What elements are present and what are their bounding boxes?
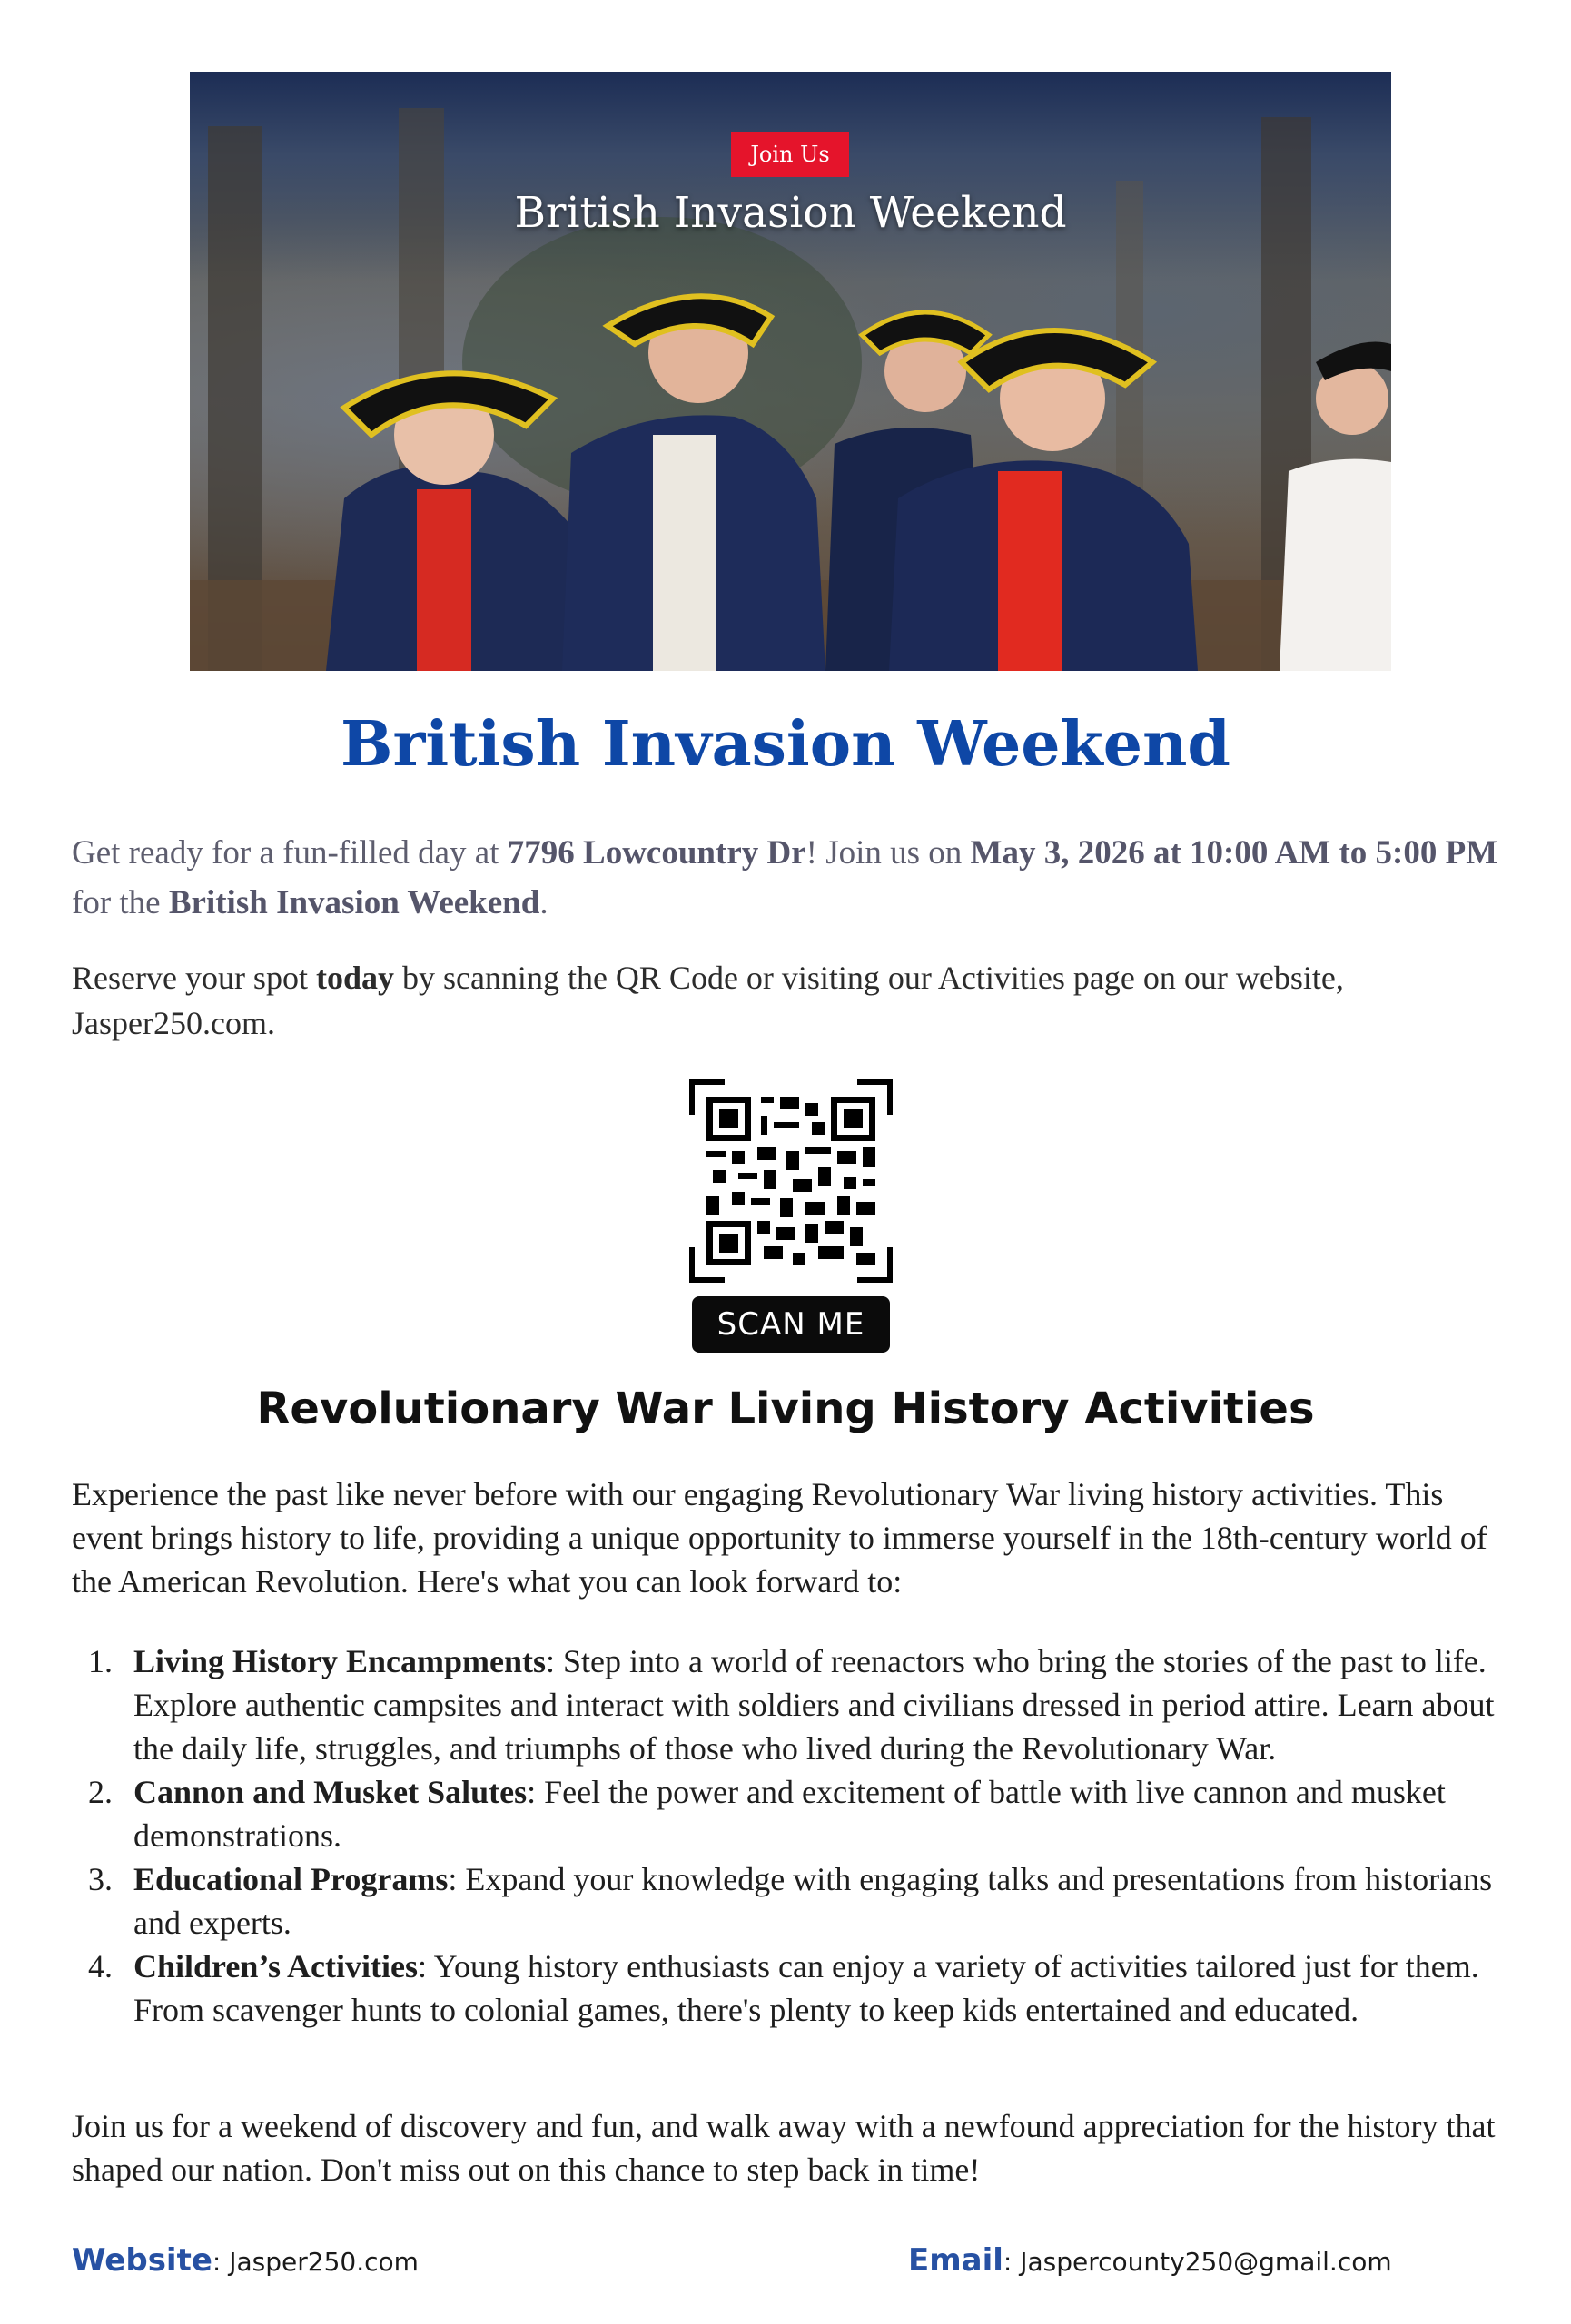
hero-banner — [190, 72, 1391, 671]
website-label: Website — [72, 2242, 212, 2279]
intro-text: ! Join us on — [805, 834, 971, 872]
reserve-text: Reserve your spot — [72, 960, 316, 996]
email-label: Email — [908, 2242, 1003, 2279]
list-number: 4. — [88, 1948, 113, 1984]
email-link[interactable]: : Jaspercounty250@gmail.com — [1003, 2247, 1392, 2277]
section-heading: Revolutionary War Living History Activities — [256, 1384, 1315, 1434]
activity-text: : Young history enthusiasts can enjoy a variety of activities tailored just for them. From scavenger hunts to colonial games, there's plenty to keep kids entertained and educated. — [133, 1948, 1479, 2028]
activity-title: Children’s Activities — [133, 1948, 418, 1984]
intro-text: . — [539, 884, 548, 921]
reserve-paragraph — [72, 955, 1507, 1046]
list-number: 3. — [88, 1861, 113, 1897]
footer-email — [908, 2242, 1392, 2279]
description-paragraph: Experience the past like never before with our engaging Revolutionary War living history activities. This event brings history to life, providing a unique opportunity to immerse yourself in the 18th-century world of the American Revolution. Here's what you can look forward to: — [72, 1476, 1487, 1600]
list-item — [72, 1857, 1516, 1945]
activity-text: : Step into a world of reenactors who bring the stories of the past to life. Explore authentic campsites and interact with soldiers and civilians dressed in period attire. Learn about the daily life, struggles, and triumphs of those who lived during the Revolutionary War. — [133, 1643, 1495, 1767]
hero-title: British Invasion Weekend — [514, 188, 1067, 238]
activity-title: Living History Encampments — [133, 1643, 547, 1679]
event-address: 7796 Lowcountry Dr — [507, 834, 806, 872]
closing-paragraph: Join us for a weekend of discovery and fun, and walk away with a newfound appreciation for the history that shaped our nation. Don't miss out on this chance to step back in time! — [72, 2108, 1496, 2188]
website-link[interactable]: : Jasper250.com — [212, 2247, 419, 2277]
event-datetime: May 3, 2026 at 10:00 AM to 5:00 PM — [970, 834, 1498, 872]
reserve-emphasis: today — [315, 960, 394, 996]
qr-code[interactable] — [688, 1078, 894, 1284]
list-number: 1. — [88, 1643, 113, 1679]
page-title: British Invasion Weekend — [341, 708, 1230, 781]
list-item — [72, 1770, 1516, 1857]
list-item — [72, 1640, 1516, 1770]
list-number: 2. — [88, 1774, 113, 1810]
scan-me-button[interactable]: SCAN ME — [692, 1296, 890, 1353]
activity-text: : Feel the power and excitement of battle with live cannon and musket demonstrations. — [133, 1774, 1446, 1854]
join-us-badge: Join Us — [731, 132, 849, 177]
intro-text: for the — [72, 884, 169, 921]
activity-text: : Expand your knowledge with engaging talks and presentations from historians and experts. — [133, 1861, 1493, 1941]
intro-paragraph — [72, 828, 1507, 928]
event-name: British Invasion Weekend — [168, 884, 540, 921]
activity-title: Cannon and Musket Salutes — [133, 1774, 528, 1810]
reserve-text: by scanning the QR Code or visiting our Activities page on our website, Jasper250.com. — [72, 960, 1344, 1041]
footer-website — [72, 2242, 419, 2279]
list-item — [72, 1945, 1516, 2032]
activity-title: Educational Programs — [133, 1861, 449, 1897]
intro-text: Get ready for a fun-filled day at — [72, 834, 508, 872]
activities-list — [72, 1640, 1516, 2032]
